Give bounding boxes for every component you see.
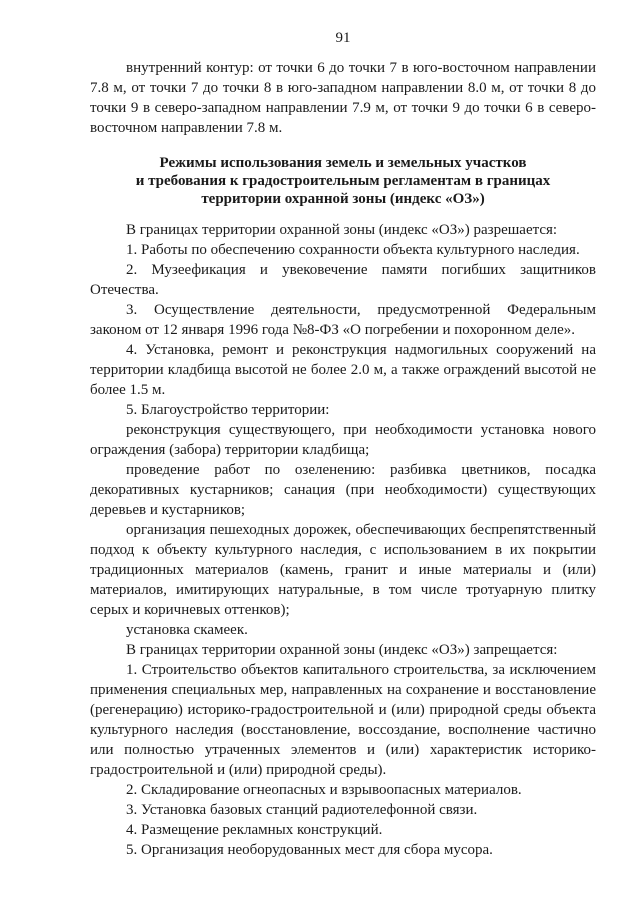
allowed-item-5: 5. Благоустройство территории: [126,402,330,418]
allowed-subitem-3: организация пешеходных дорожек, обеспечивающих беспрепятственный подход к объекту культурного наследия, с использованием в их покрытии традиционных материалов (камень, гранит и иные материалы и (или) материалов, имитирующих натуральные, в том числе тротуарную плитку серых и коричневых оттенков); [90,522,596,618]
prohibited-item-1: 1. Строительство объектов капитального строительства, за исключением применения специальных мер, направленных на сохранение и восстановление (регенерацию) историко-градостроительной и (или) природной среды объекта культурного наследия (восстановление, воссоздание, восполнение частично или полностью утраченных элементов и (или) характеристик историко-градостроительной и (или) природной среды). [90,662,596,778]
page-number: 91 [335,30,351,46]
prohibited-item-3: 3. Установка базовых станций радиотелефонной связи. [126,802,478,818]
allowed-item-4: 4. Установка, ремонт и реконструкция надмогильных сооружений на территории кладбища высотой не более 2.0 м, а также ограждений высотой не более 1.5 м. [90,342,596,398]
section-heading [90,154,596,208]
heading-line-3: территории охранной зоны (индекс «ОЗ») [201,191,485,207]
allowed-item-2: 2. Музеефикация и увековечение памяти погибших защитников Отечества. [90,262,596,298]
prohibited-intro: В границах территории охранной зоны (индекс «ОЗ») запрещается: [126,642,558,658]
document-body [90,58,596,860]
prohibited-item-2: 2. Складирование огнеопасных и взрывоопасных материалов. [126,782,522,798]
heading-line-2: и требования к градостроительным регламентам в границах [135,173,551,189]
allowed-item-1: 1. Работы по обеспечению сохранности объекта культурного наследия. [126,242,580,258]
allowed-item-3: 3. Осуществление деятельности, предусмотренной Федеральным законом от 12 января 1996 года №8-ФЗ «О погребении и похоронном деле». [90,302,596,338]
prohibited-item-4: 4. Размещение рекламных конструкций. [126,822,383,838]
heading-line-1: Режимы использования земель и земельных участков [159,155,527,171]
intro-paragraph: внутренний контур: от точки 6 до точки 7 в юго-восточном направлении 7.8 м, от точки 7 до точки 8 в юго-западном направлении 8.0 м, от точки 8 до точки 9 в северо-западном направлении 7.9 м, от точки 9 до точки 6 в северо-восточном направлении 7.8 м. [90,60,596,136]
prohibited-item-5: 5. Организация необорудованных мест для сбора мусора. [126,842,493,858]
allowed-subitem-1: реконструкция существующего, при необходимости установка нового ограждения (забора) территории кладбища; [90,422,596,458]
allowed-intro: В границах территории охранной зоны (индекс «ОЗ») разрешается: [126,222,558,238]
allowed-subitem-4: установка скамеек. [126,622,248,638]
allowed-subitem-2: проведение работ по озеленению: разбивка цветников, посадка декоративных кустарников; санация (при необходимости) существующих деревьев и кустарников; [90,462,596,518]
